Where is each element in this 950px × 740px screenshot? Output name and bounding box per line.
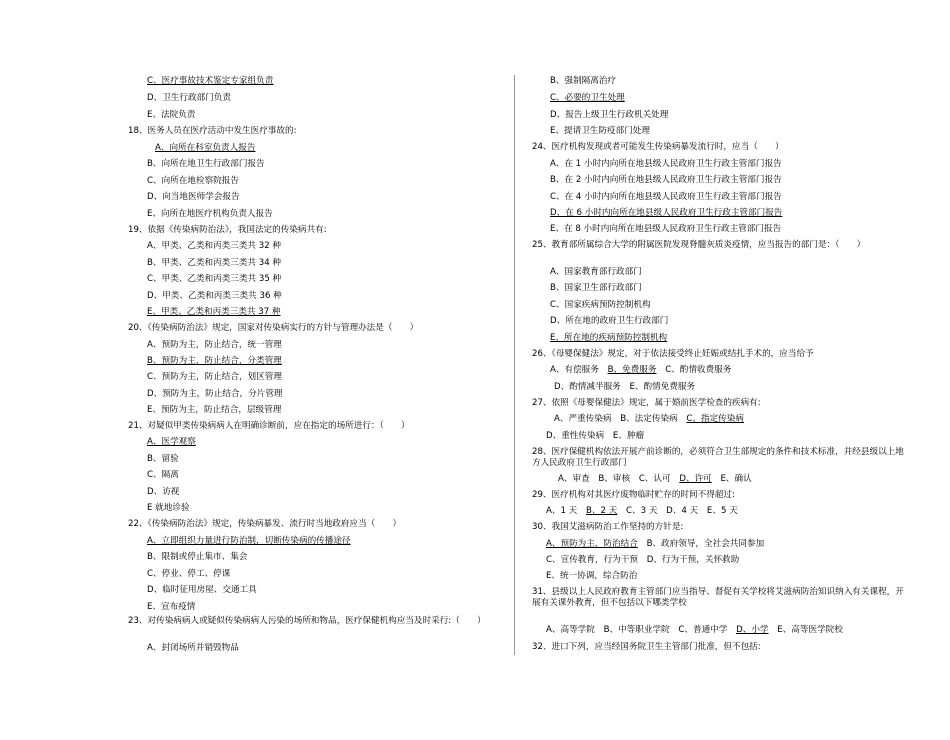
- question-31: 31、县级以上人民政府教育主管部门应当指导、督促有关学校将艾滋病防治知识纳入有关课程，开展有关课外教育，但不包括以下哪类学校: [532, 587, 904, 608]
- option-line: D、临时征用房屋、交通工具: [147, 585, 257, 595]
- question-32: 32、进口下列，应当经国务院卫生主管部门批准，但不包括:: [532, 642, 761, 652]
- option-line: A、国家教育部行政部门: [550, 267, 642, 277]
- option: C、宣传教育，行为干预: [546, 555, 638, 565]
- option-line: E、在 8 小时内向所在地县级人民政府卫生行政主管部门报告: [550, 224, 782, 234]
- option-line: A、立即组织力量进行防治制，切断传染病的传播途径: [147, 536, 351, 546]
- option: C、3 天: [626, 506, 658, 516]
- option: A、1 天: [546, 506, 578, 516]
- option-line: D、向当地医师学会报告: [147, 192, 240, 202]
- option-line: D、甲类、乙类和丙类三类共 36 种: [147, 291, 282, 301]
- option-line: E 就地诊验: [147, 503, 190, 513]
- options-row: [546, 431, 650, 442]
- option: A、审查: [558, 474, 590, 484]
- option-line: E、统一协调，综合防治: [546, 571, 638, 581]
- option: A、预防为主，防治结合: [546, 539, 638, 549]
- option: D、许可: [679, 474, 712, 484]
- question-26: 26、《母婴保健法》规定，对于依法接受终止妊娠或结扎手术的，应当给予: [532, 349, 814, 359]
- option: E、确认: [720, 474, 752, 484]
- option: E、5 天: [706, 506, 738, 516]
- option-line: E、向所在地医疗机构负责人报告: [147, 209, 273, 219]
- options-row: [550, 365, 737, 376]
- option-line: B、向所在地卫生行政部门报告: [147, 159, 265, 169]
- options-row: [554, 382, 701, 393]
- option-line: C、甲类、乙类和丙类三类共 35 种: [147, 274, 282, 284]
- question-21: 21、对疑似甲类传染病病人在明确诊断前，应在指定的场所进行：（ ）: [128, 421, 410, 431]
- option-line: D、卫生行政部门负责: [147, 93, 231, 103]
- option-line: B、甲类、乙类和丙类三类共 34 种: [147, 258, 282, 268]
- option: C、普通中学: [678, 625, 728, 635]
- option-line: C、停业、停工、停课: [147, 569, 231, 579]
- option-line: D、预防为主，防止结合，分片管理: [147, 389, 283, 399]
- option: D、小学: [736, 625, 769, 635]
- option-line: A、甲类、乙类和丙类三类共 32 种: [147, 241, 281, 251]
- option: E、高等医学院校: [777, 625, 843, 635]
- option: B、政府领导，全社会共同参加: [646, 539, 765, 549]
- option: C、认可: [638, 474, 671, 484]
- question-30: 30、我国艾滋病防治工作坚持的方针是:: [532, 522, 684, 532]
- options-row: [546, 506, 744, 517]
- option: D、4 天: [666, 506, 699, 516]
- option: B、法定传染病: [620, 414, 678, 424]
- option: B、免费服务: [607, 365, 657, 375]
- option-line: B、在 2 小时内向所在地县级人民政府卫生行政主管部门报告: [550, 175, 782, 185]
- option: B、中等职业学院: [603, 625, 670, 635]
- option: E、肿瘤: [612, 431, 645, 441]
- options-row: [558, 474, 758, 485]
- option-line: A、封闭场所并销毁物品: [147, 643, 239, 653]
- option: C、指定传染病: [686, 414, 744, 424]
- option: D、酌情减半服务: [554, 382, 621, 392]
- option: A、有偿服务: [550, 365, 599, 375]
- option-line: E、预防为主，防止结合，层级管理: [147, 405, 282, 415]
- option-line: B、限制或停止集市、集会: [147, 552, 248, 562]
- option: A、严重传染病: [554, 414, 612, 424]
- options-row: [546, 539, 770, 550]
- option-line: D、在 6 小时内向所在地县级人民政府卫生行政主管部门报告: [550, 208, 783, 218]
- option-line: E、宣布疫情: [147, 602, 196, 612]
- option-line: B、留验: [147, 454, 179, 464]
- option: B、审核: [598, 474, 631, 484]
- option: E、酌情免费服务: [629, 382, 696, 392]
- question-25: 25、教育部所属综合大学的附属医院发现脊髓灰质炎疫情，应当报告的部门是：（ ）: [532, 240, 866, 250]
- option-line: C、必要的卫生处理: [550, 93, 625, 103]
- question-20: 20、《传染病防治法》规定，国家对传染病实行的方针与管理办法是（ ）: [128, 323, 419, 333]
- option: A、高等学院: [546, 625, 595, 635]
- option-line: A、向所在科室负责人报告: [155, 143, 256, 153]
- question-27: 27、依照《母婴保健法》规定，属于婚前医学检查的疾病有:: [532, 398, 761, 408]
- option: B、2 天: [586, 506, 618, 516]
- option: D、行为干预，关怀救助: [646, 555, 740, 565]
- option-line: A、医学观察: [147, 437, 196, 447]
- option-line: D、所在地的政府卫生行政部门: [550, 316, 669, 326]
- option-line: C、隔离: [147, 470, 179, 480]
- option-line: E、提请卫生防疫部门处理: [550, 126, 650, 136]
- question-24: 24、医疗机构发现或者可能发生传染病暴发流行时，应当（ ）: [532, 142, 784, 152]
- options-row: [546, 555, 745, 566]
- options-row: [546, 625, 849, 636]
- option-line: C、国家疾病预防控制机构: [550, 300, 651, 310]
- question-22: 22、《传染病防治法》规定，传染病暴发、流行时当地政府应当（ ）: [128, 519, 402, 529]
- option-line: E、甲类、乙类和丙类三类共 37 种: [147, 307, 281, 317]
- option-line: E、法院负责: [147, 110, 196, 120]
- option-line: C、预防为主，防止结合，划区管理: [147, 372, 282, 382]
- option-line: C、医疗事故技术鉴定专家组负责: [147, 76, 274, 86]
- column-divider: [514, 75, 515, 655]
- option-line: B、国家卫生部行政部门: [550, 283, 642, 293]
- option-line: B、强制隔离治疗: [550, 76, 617, 86]
- option-line: E、所在地的疾病预防控制机构: [550, 333, 668, 343]
- question-18: 18、医务人员在医疗活动中发生医疗事故的:: [128, 126, 297, 136]
- option: C、酌情收费服务: [665, 365, 732, 375]
- question-19: 19、依据《传染病防治法》，我国法定的传染病共有:: [128, 225, 327, 235]
- option-line: C、在 4 小时内向所在地县级人民政府卫生行政主管部门报告: [550, 192, 782, 202]
- option-line: D、报告上级卫生行政机关处理: [550, 110, 669, 120]
- question-23: 23、对传染病病人或疑似传染病病人污染的场所和物品，医疗保健机构应当及时采行:（ ）: [128, 616, 486, 626]
- option-line: D、访视: [147, 487, 180, 497]
- option: D、重性传染病: [546, 431, 605, 441]
- question-28: 28、医疗保健机构依法开展产前诊断的，必须符合卫生部规定的条件和技术标准，并经县级以上地方人民政府卫生行政部门: [532, 447, 904, 468]
- option-line: A、预防为主，防止结合，统一管理: [147, 340, 282, 350]
- option-line: C、向所在地检察院报告: [147, 176, 239, 186]
- question-29: 29、医疗机构对其医疗废物临时贮存的时间不得超过:: [532, 490, 735, 500]
- option-line: A、在 1 小时内向所在地县级人民政府卫生行政主管部门报告: [550, 159, 782, 169]
- options-row: [554, 414, 750, 425]
- option-line: B、预防为主，防止结合，分类管理: [147, 356, 282, 366]
